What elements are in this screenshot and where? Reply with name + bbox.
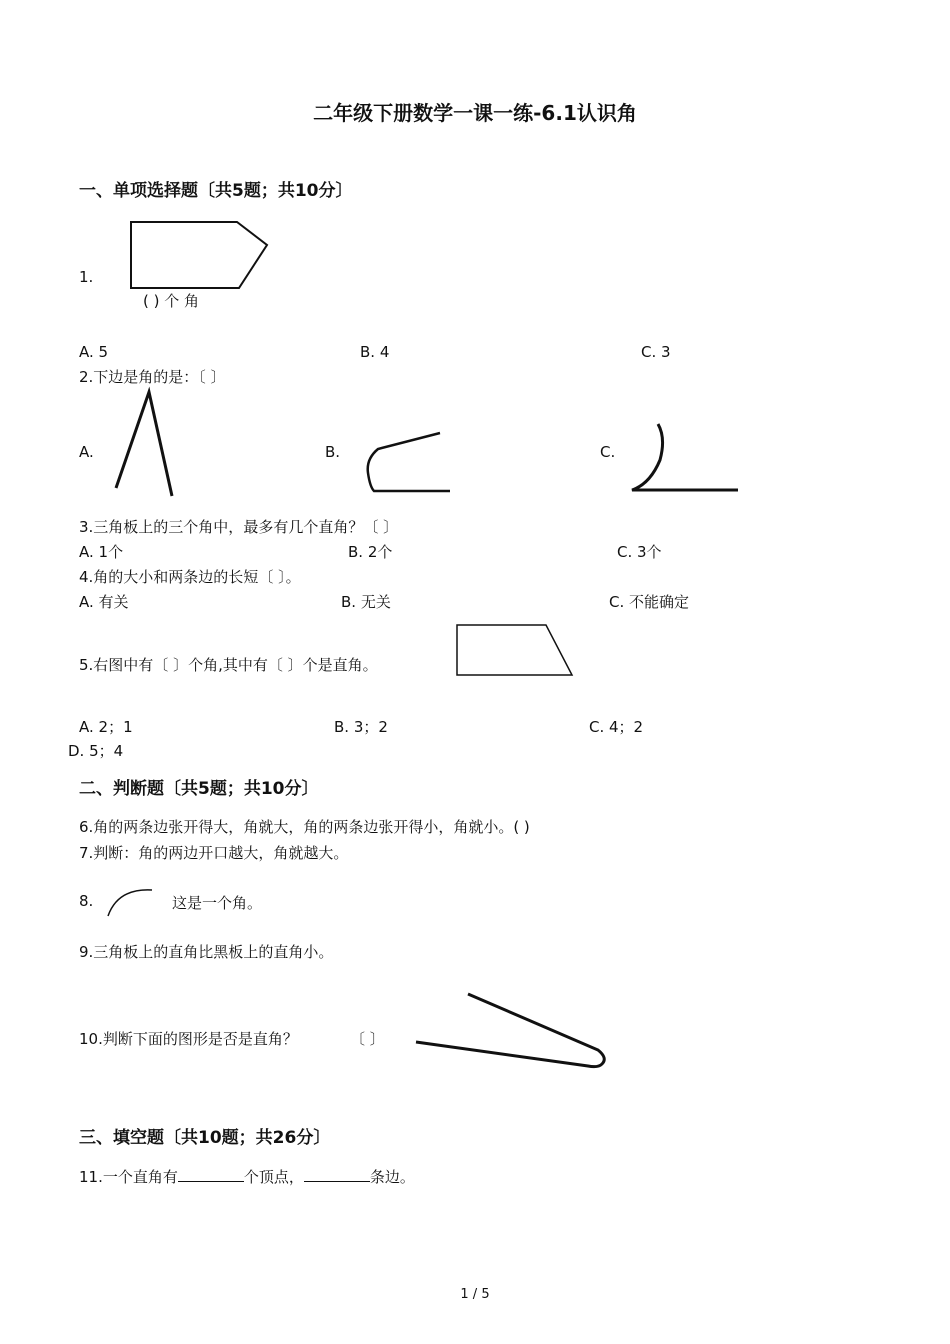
question-10-text: 10.判断下面的图形是否是直角？ — [79, 1030, 298, 1048]
question-2-option-c[interactable]: C. — [600, 443, 616, 461]
question-7-text: 7.判断：角的两边开口越大，角就越大。 — [79, 844, 349, 862]
question-5-option-c[interactable]: C. 4；2 — [589, 718, 644, 736]
question-8-number: 8. — [79, 892, 94, 910]
section-heading-2: 二、判断题〔共5题；共10分〕 — [79, 779, 319, 799]
option-c-curved-figure — [620, 418, 750, 503]
page-number: 1 / 5 — [460, 1287, 490, 1302]
question-11 — [79, 1167, 415, 1187]
question-4-text: 4.角的大小和两条边的长短〔 〕。 — [79, 568, 301, 586]
question-11-blank-1[interactable] — [178, 1167, 244, 1182]
question-11-blank-2[interactable] — [304, 1167, 370, 1182]
option-a-angle-figure — [105, 385, 185, 505]
question-8-text: 这是一个角。 — [172, 894, 263, 912]
question-2-option-a[interactable]: A. — [79, 443, 94, 461]
page-title: 二年级下册数学一课一练-6.1认识角 — [313, 101, 637, 125]
question-11-part-2: 个顶点， — [243, 1168, 304, 1186]
question-5-option-b[interactable]: B. 3；2 — [334, 718, 388, 736]
trapezoid-figure — [450, 618, 580, 683]
section-heading-3: 三、填空题〔共10题；共26分〕 — [79, 1128, 331, 1148]
question-3-option-c[interactable]: C. 3个 — [617, 543, 662, 561]
question-3-option-a[interactable]: A. 1个 — [79, 543, 124, 561]
option-b-curved-figure — [360, 425, 460, 500]
pentagon-figure — [125, 215, 275, 295]
question-4-option-c[interactable]: C. 不能确定 — [609, 593, 690, 611]
section-heading-1: 一、单项选择题〔共5题；共10分〕 — [79, 181, 353, 201]
question-5-option-d[interactable]: D. 5；4 — [68, 742, 124, 760]
question-1-option-b[interactable]: B. 4 — [360, 343, 390, 361]
question-1-figure-label: ( ) 个 角 — [143, 292, 200, 310]
curve-figure — [100, 882, 160, 922]
question-3-option-b[interactable]: B. 2个 — [348, 543, 393, 561]
question-1-number: 1. — [79, 268, 94, 286]
question-11-part-1: 11.一个直角有 — [79, 1168, 178, 1186]
question-2-text: 2.下边是角的是：〔 〕 — [79, 368, 226, 386]
question-5-text: 5.右图中有〔 〕个角,其中有〔 〕个是直角。 — [79, 656, 378, 674]
narrow-angle-figure — [410, 988, 615, 1073]
question-3-text: 3.三角板上的三个角中，最多有几个直角？〔 〕 — [79, 518, 399, 536]
question-10-answer-bracket[interactable]: 〔 〕 — [350, 1030, 385, 1048]
question-11-part-3: 条边。 — [369, 1168, 415, 1186]
question-9-text: 9.三角板上的直角比黑板上的直角小。 — [79, 943, 334, 961]
question-5-option-a[interactable]: A. 2；1 — [79, 718, 133, 736]
question-1-option-c[interactable]: C. 3 — [641, 343, 671, 361]
question-6-text: 6.角的两条边张开得大，角就大，角的两条边张开得小，角就小。( ) — [79, 818, 530, 836]
question-4-option-a[interactable]: A. 有关 — [79, 593, 129, 611]
question-1-option-a[interactable]: A. 5 — [79, 343, 109, 361]
question-2-option-b[interactable]: B. — [325, 443, 341, 461]
question-4-option-b[interactable]: B. 无关 — [341, 593, 391, 611]
